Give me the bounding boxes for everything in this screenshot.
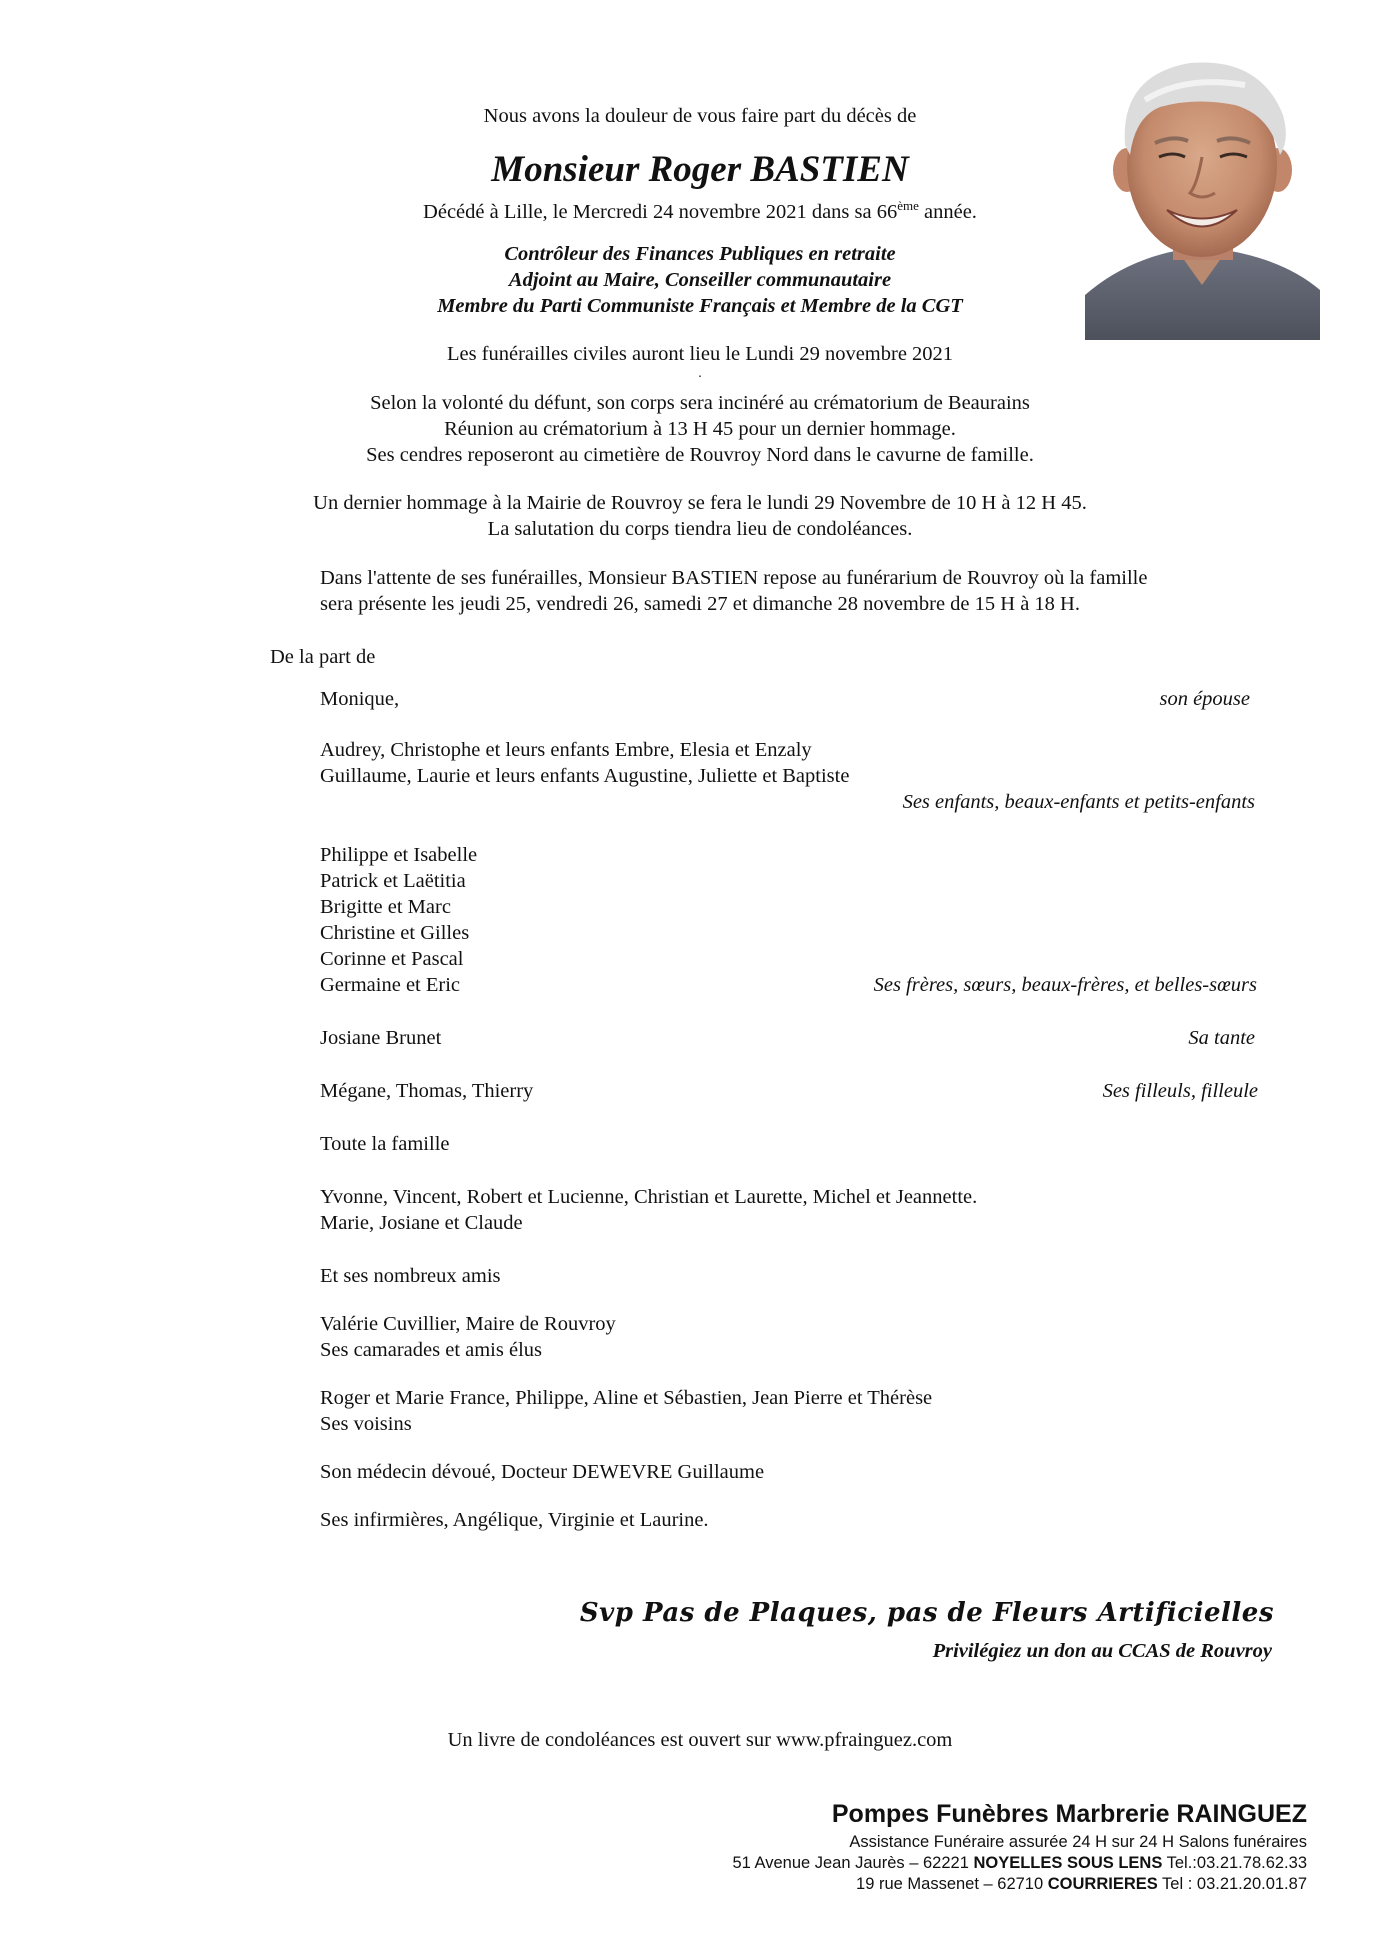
friends-line: Et ses nombreux amis bbox=[320, 1265, 501, 1287]
death-line-sup: ème bbox=[897, 198, 919, 213]
funeral-line-1: Les funérailles civiles auront lieu le Lundi 29 novembre 2021 bbox=[446, 343, 954, 365]
tribute-line-2: La salutation du corps tiendra lieu de condoléances. bbox=[487, 518, 913, 540]
address-1-city: NOYELLES SOUS LENS bbox=[973, 1854, 1163, 1872]
whole-family: Toute la famille bbox=[320, 1133, 450, 1155]
nurses-line: Ses infirmières, Angélique, Virginie et Laurine. bbox=[320, 1509, 709, 1531]
children-relation: Ses enfants, beaux-enfants et petits-enfants bbox=[902, 791, 1255, 813]
condolences-line: Un livre de condoléances est ouvert sur www.pfrainguez.com bbox=[447, 1729, 953, 1751]
title-line-3: Membre du Parti Communiste Français et Membre de la CGT bbox=[437, 295, 963, 317]
no-plaques-request: Svp Pas de Plaques, pas de Fleurs Artificielles bbox=[579, 1598, 1274, 1628]
others-line-2: Marie, Josiane et Claude bbox=[320, 1212, 523, 1234]
company-address-2 bbox=[407, 1874, 1307, 1894]
others-line-1: Yvonne, Vincent, Robert et Lucienne, Christian et Laurette, Michel et Jeannette. bbox=[320, 1186, 978, 1208]
address-1-tel: Tel.:03.21.78.62.33 bbox=[1162, 1854, 1307, 1872]
death-line-main: Décédé à Lille, le Mercredi 24 novembre 2021 dans sa 66 bbox=[423, 200, 898, 223]
mayor-line-2: Ses camarades et amis élus bbox=[320, 1339, 543, 1361]
spouse-relation: son épouse bbox=[1159, 688, 1250, 710]
family-row-aunt bbox=[320, 1025, 1255, 1051]
aunt-relation: Sa tante bbox=[1188, 1027, 1255, 1049]
company-assistance: Assistance Funéraire assurée 24 H sur 24 H Salons funéraires bbox=[849, 1833, 1307, 1851]
death-line bbox=[300, 193, 1100, 225]
intro-text: Nous avons la douleur de vous faire part du décès de bbox=[483, 105, 917, 127]
spouse-name: Monique, bbox=[320, 688, 400, 710]
sibling-line-1: Philippe et Isabelle bbox=[320, 844, 478, 866]
funerarium-line-1: Dans l'attente de ses funérailles, Monsieur BASTIEN repose au funérarium de Rouvroy où la famille bbox=[320, 567, 1148, 589]
aunt-name: Josiane Brunet bbox=[320, 1027, 442, 1049]
sibling-line-4: Christine et Gilles bbox=[320, 922, 470, 944]
portrait-photo bbox=[1085, 45, 1320, 340]
from-label: De la part de bbox=[270, 646, 376, 668]
funeral-line-4: Ses cendres reposeront au cimetière de Rouvroy Nord dans le cavurne de famille. bbox=[366, 444, 1034, 466]
godchildren-name: Mégane, Thomas, Thierry bbox=[320, 1080, 534, 1102]
godchildren-relation: Ses filleuls, filleule bbox=[1102, 1080, 1258, 1102]
neighbours-line-1: Roger et Marie France, Philippe, Aline et Sébastien, Jean Pierre et Thérèse bbox=[320, 1387, 933, 1409]
doctor-line: Son médecin dévoué, Docteur DEWEVRE Guillaume bbox=[320, 1461, 765, 1483]
tribute-line-1: Un dernier hommage à la Mairie de Rouvroy se fera le lundi 29 Novembre de 10 H à 12 H 45. bbox=[313, 492, 1087, 514]
donation-request: Privilégiez un don au CCAS de Rouvroy bbox=[932, 1640, 1272, 1662]
funeral-line-3: Réunion au crématorium à 13 H 45 pour un dernier hommage. bbox=[444, 418, 956, 440]
funeral-dot: . bbox=[698, 366, 702, 381]
siblings-relation: Ses frères, sœurs, beaux-frères, et belles-sœurs bbox=[873, 974, 1257, 996]
family-row-spouse bbox=[320, 686, 1255, 712]
death-line-end: année. bbox=[918, 200, 977, 223]
address-2-tel: Tel : 03.21.20.01.87 bbox=[1157, 1875, 1307, 1893]
address-2-city: COURRIERES bbox=[1047, 1875, 1158, 1893]
sibling-line-2: Patrick et Laëtitia bbox=[320, 870, 466, 892]
title-line-2: Adjoint au Maire, Conseiller communautaire bbox=[508, 269, 892, 291]
children-line-1: Audrey, Christophe et leurs enfants Embre, Elesia et Enzaly bbox=[320, 739, 812, 761]
family-row-godchildren bbox=[320, 1078, 1258, 1104]
deceased-name: Monsieur Roger BASTIEN bbox=[491, 149, 909, 190]
sibling-line-5: Corinne et Pascal bbox=[320, 948, 464, 970]
portrait-illustration bbox=[1085, 45, 1320, 340]
title-line-1: Contrôleur des Finances Publiques en retraite bbox=[504, 243, 896, 265]
neighbours-line-2: Ses voisins bbox=[320, 1413, 412, 1435]
funerarium-line-2: sera présente les jeudi 25, vendredi 26, samedi 27 et dimanche 28 novembre de 15 H à 18 H. bbox=[320, 593, 1080, 615]
company-address-1 bbox=[407, 1853, 1307, 1873]
children-line-2: Guillaume, Laurie et leurs enfants Augustine, Juliette et Baptiste bbox=[320, 765, 850, 787]
mayor-line-1: Valérie Cuvillier, Maire de Rouvroy bbox=[320, 1313, 616, 1335]
company-name: Pompes Funèbres Marbrerie RAINGUEZ bbox=[831, 1800, 1307, 1828]
family-row-siblings-last bbox=[320, 972, 1255, 998]
funeral-line-2: Selon la volonté du défunt, son corps sera incinéré au crématorium de Beaurains bbox=[370, 392, 1030, 414]
sibling-line-6: Germaine et Eric bbox=[320, 974, 461, 996]
address-1-street: 51 Avenue Jean Jaurès – 62221 bbox=[732, 1854, 974, 1872]
sibling-line-3: Brigitte et Marc bbox=[320, 896, 451, 918]
address-2-street: 19 rue Massenet – 62710 bbox=[856, 1875, 1048, 1893]
